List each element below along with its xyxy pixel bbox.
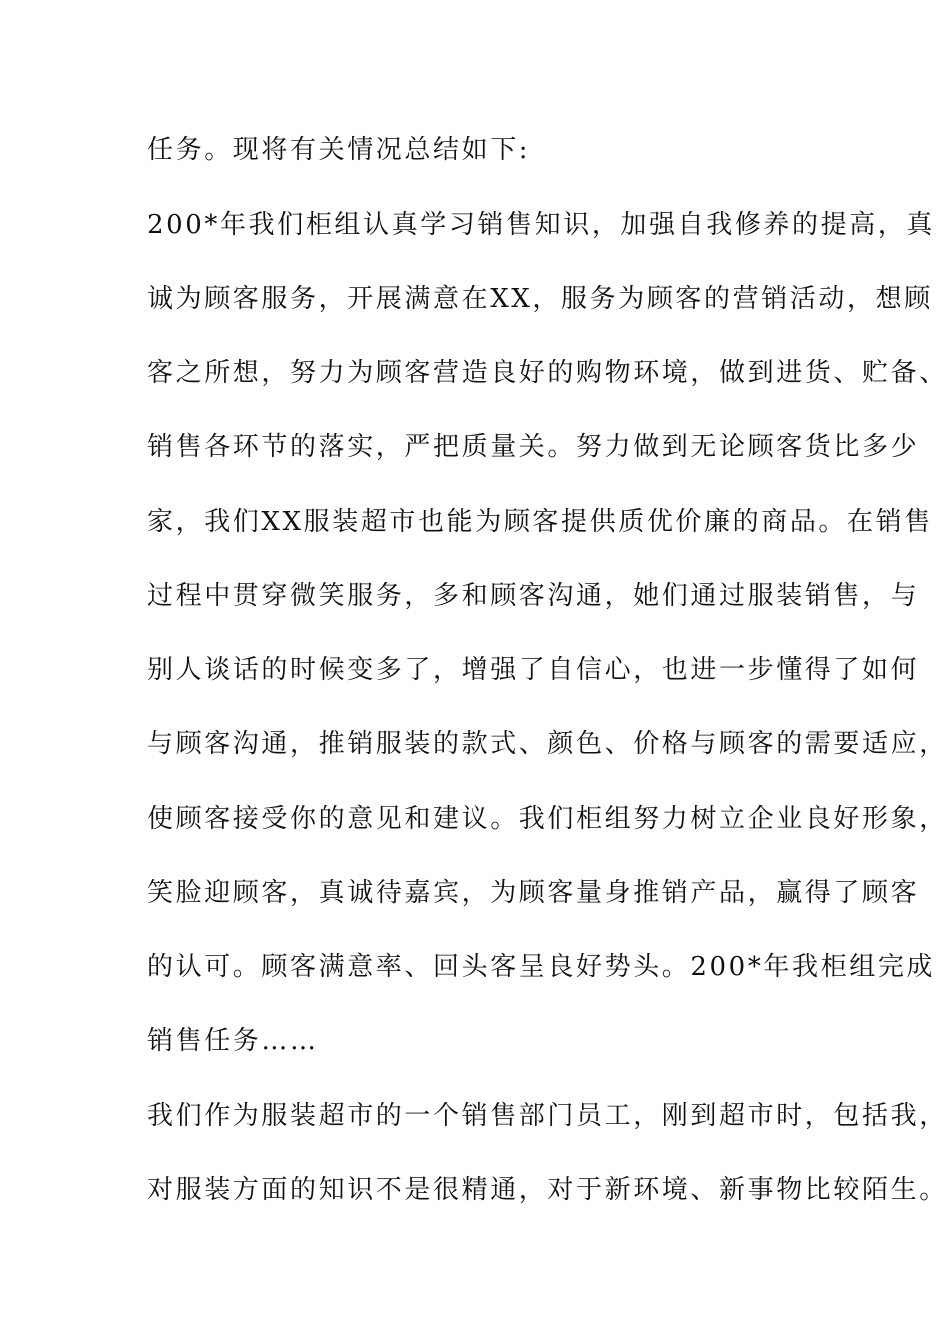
text-line: 使顾客接受你的意见和建议。我们柜组努力树立企业良好形象，	[147, 804, 948, 834]
text-line: 与顾客沟通，推销服装的款式、颜色、价格与顾客的需要适应，	[147, 729, 948, 759]
text-line: 诚为顾客服务，开展满意在XX，服务为顾客的营销活动，想顾	[147, 284, 933, 314]
text-line: 过程中贯穿微笑服务，多和顾客沟通，她们通过服装销售，与	[147, 581, 920, 611]
text-line: 家，我们XX服装超市也能为顾客提供质优价廉的商品。在销售	[147, 507, 933, 537]
text-line: 销售各环节的落实，严把质量关。努力做到无论顾客货比多少	[147, 432, 920, 462]
text-line: 销售任务……	[147, 1026, 319, 1056]
paragraph-first-line: 200*年我们柜组认真学习销售知识，加强自我修养的提高，真	[147, 210, 936, 240]
text-line: 任务。现将有关情况总结如下:	[147, 135, 531, 165]
text-line: 对服装方面的知识不是很精通，对于新环境、新事物比较陌生。	[147, 1175, 948, 1205]
text-line: 客之所想，努力为顾客营造良好的购物环境，做到进货、贮备、	[147, 358, 948, 388]
text-line: 的认可。顾客满意率、回头客呈良好势头。200*年我柜组完成	[147, 952, 936, 982]
paragraph-first-line: 我们作为服装超市的一个销售部门员工，刚到超市时，包括我，	[147, 1101, 948, 1131]
text-line: 笑脸迎顾客，真诚待嘉宾，为顾客量身推销产品，赢得了顾客	[147, 878, 920, 908]
text-line: 别人谈话的时候变多了，增强了自信心，也进一步懂得了如何	[147, 655, 920, 685]
